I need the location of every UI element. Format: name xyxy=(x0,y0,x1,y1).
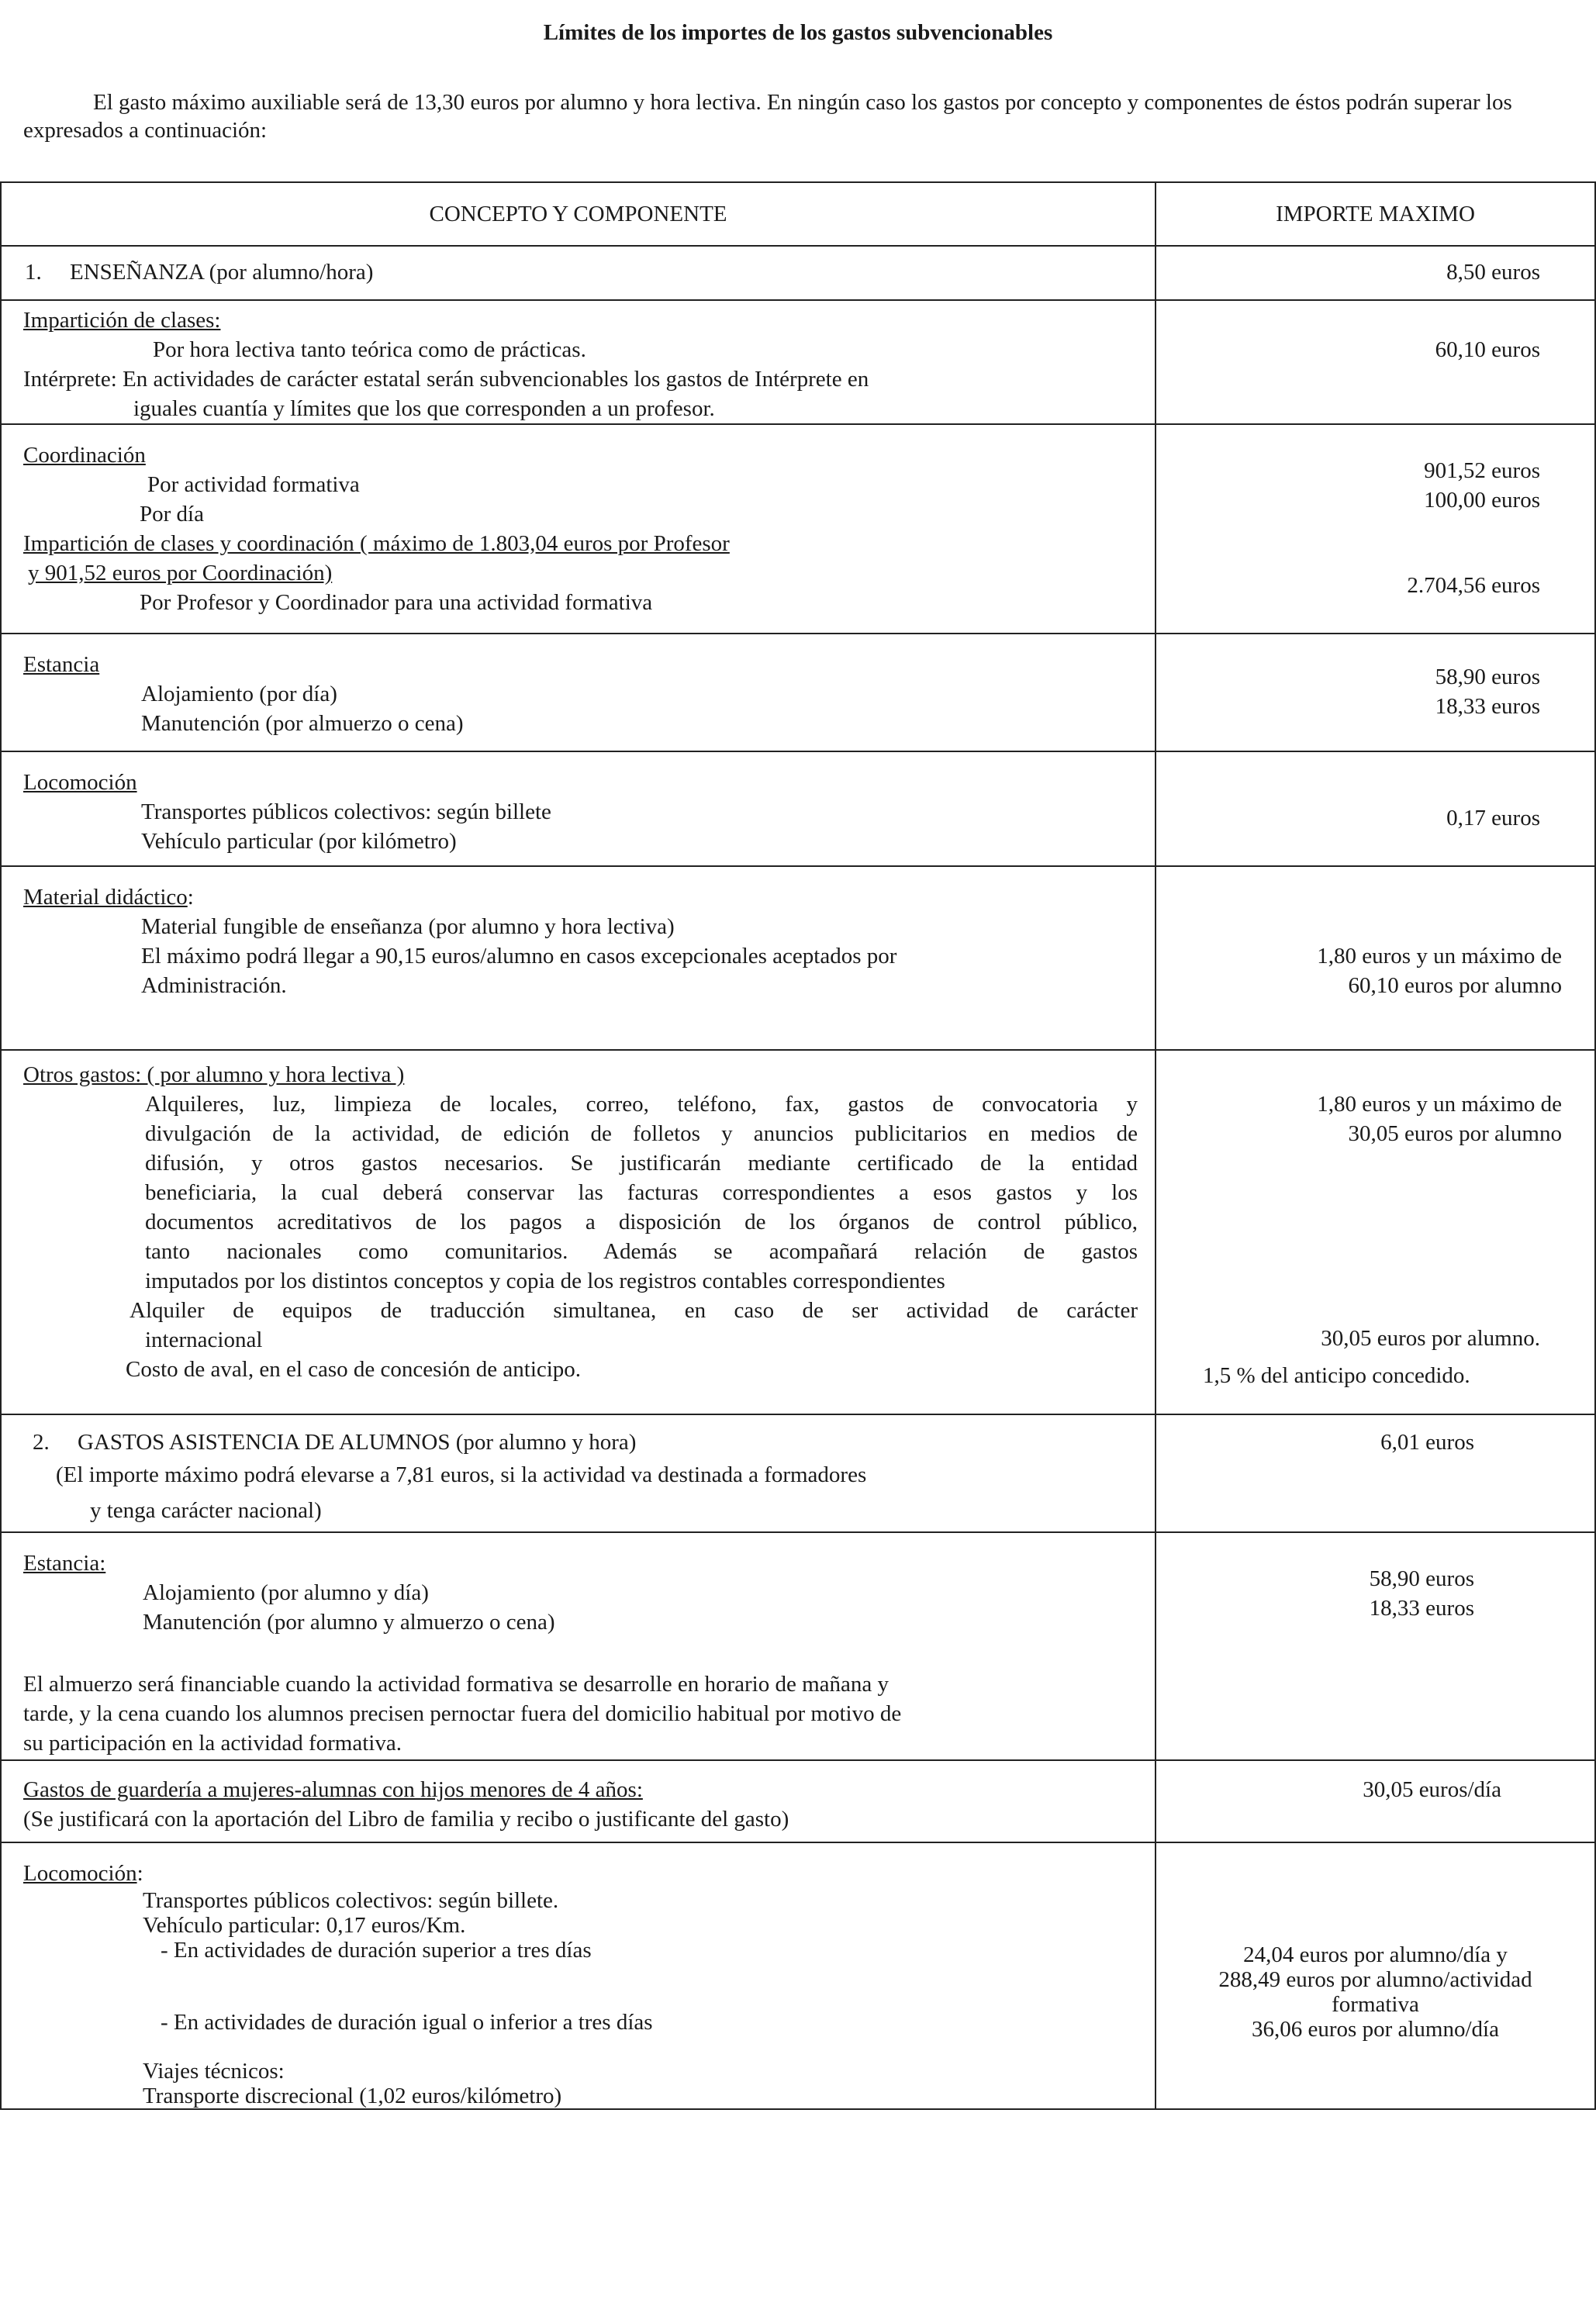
material-line: El máximo podrá llegar a 90,15 euros/alumno en casos excepcionales aceptados por xyxy=(141,944,897,969)
alquiler-line-2: internacional xyxy=(145,1328,263,1352)
guarderia-line: (Se justificará con la aportación del Libro de familia y recibo o justificante del gasto) xyxy=(23,1807,789,1832)
section-ensenanza-label: 1. ENSEÑANZA (por alumno/hora) xyxy=(25,260,374,285)
guarderia-amount: 30,05 euros/día xyxy=(1363,1777,1501,1802)
asistencia-line-2: y tenga carácter nacional) xyxy=(90,1498,322,1523)
estancia2-line: Manutención (por alumno y almuerzo o cena) xyxy=(143,1610,555,1635)
estancia2-note: tarde, y la cena cuando los alumnos precisen pernoctar fuera del domicilio habitual por motivo de xyxy=(23,1701,902,1726)
table-header-row xyxy=(1,182,1595,246)
expense-limits-table xyxy=(0,181,1596,2110)
estancia-line: Manutención (por almuerzo o cena) xyxy=(141,711,464,736)
intro-paragraph: El gasto máximo auxiliable será de 13,30 euros por alumno y hora lectiva. En ningún caso los gastos por concepto y componentes de éstos podrán superar los expresados a continuación: xyxy=(23,90,1512,143)
imparticion-amount: 60,10 euros xyxy=(1435,337,1540,362)
table-row xyxy=(1,1414,1595,1532)
table-row xyxy=(1,866,1595,1050)
estancia-amount-1: 58,90 euros xyxy=(1435,665,1540,689)
material-amount-2: 60,10 euros por alumno xyxy=(1348,973,1562,998)
locomocion2-heading: Locomoción: xyxy=(23,1861,143,1886)
header-amount: IMPORTE MAXIMO xyxy=(1156,182,1595,246)
otros-line: divulgación de la actividad, de edición de folletos y anuncios publicitarios en medios de xyxy=(145,1121,1138,1146)
coordinacion-amount-1: 901,52 euros xyxy=(1424,458,1540,483)
locomocion-heading: Locomoción xyxy=(23,770,137,795)
locomocion2-amount-4: 36,06 euros por alumno/día xyxy=(1252,2017,1499,2042)
table-row xyxy=(1,1050,1595,1414)
locomocion-line: Vehículo particular (por kilómetro) xyxy=(141,829,457,854)
coordinacion-line: Por Profesor y Coordinador para una actividad formativa xyxy=(140,590,653,615)
otros-line: tanto nacionales como comunitarios. Además se acompañará relación de gastos xyxy=(145,1239,1138,1264)
table-row xyxy=(1,1760,1595,1842)
table-row xyxy=(1,300,1595,424)
coordinacion-line: Por actividad formativa xyxy=(147,472,360,497)
locomocion-amount: 0,17 euros xyxy=(1446,806,1540,830)
estancia2-note: El almuerzo será financiable cuando la actividad formativa se desarrolle en horario de mañana y xyxy=(23,1672,889,1697)
locomocion2-amount-3: formativa xyxy=(1332,1992,1419,2017)
section-asistencia-label: 2. GASTOS ASISTENCIA DE ALUMNOS (por alumno y hora) xyxy=(33,1430,637,1455)
asistencia-amount: 6,01 euros xyxy=(1380,1430,1474,1455)
otros-heading: Otros gastos: ( por alumno y hora lectiva ) xyxy=(23,1062,405,1087)
otros-line: imputados por los distintos conceptos y copia de los registros contables correspondientes xyxy=(145,1269,945,1293)
material-line: Material fungible de enseñanza (por alumno y hora lectiva) xyxy=(141,914,675,939)
material-amount-1: 1,80 euros y un máximo de xyxy=(1317,944,1562,969)
table-row xyxy=(1,1842,1595,2109)
guarderia-heading: Gastos de guardería a mujeres-alumnas con hijos menores de 4 años: xyxy=(23,1777,643,1802)
interprete-line-2: iguales cuantía y límites que los que corresponden a un profesor. xyxy=(133,396,715,421)
estancia2-heading: Estancia: xyxy=(23,1551,106,1576)
coordinacion-subheading: Impartición de clases y coordinación ( máximo de 1.803,04 euros por Profesor xyxy=(23,531,730,556)
coordinacion-amount-2: 100,00 euros xyxy=(1424,488,1540,513)
locomocion2-line: Transportes públicos colectivos: según billete. xyxy=(143,1888,559,1913)
coordinacion-line: Por día xyxy=(140,502,204,527)
header-concept: CONCEPTO Y COMPONENTE xyxy=(1,182,1156,246)
estancia-heading: Estancia xyxy=(23,652,100,677)
ensenanza-amount: 8,50 euros xyxy=(1446,260,1540,285)
estancia-line: Alojamiento (por día) xyxy=(141,682,337,706)
document-title: Límites de los importes de los gastos subvencionables xyxy=(543,20,1053,45)
otros-amount-2: 30,05 euros por alumno xyxy=(1348,1121,1562,1146)
imparticion-heading: Impartición de clases: xyxy=(23,308,221,333)
otros-line: difusión, y otros gastos necesarios. Se justificarán mediante certificado de la entidad xyxy=(145,1151,1138,1176)
table-row xyxy=(1,634,1595,751)
otros-line: Alquileres, luz, limpieza de locales, correo, teléfono, fax, gastos de convocatoria y xyxy=(145,1092,1138,1117)
estancia2-amount-1: 58,90 euros xyxy=(1369,1566,1474,1591)
estancia2-amount-2: 18,33 euros xyxy=(1369,1596,1474,1621)
otros-line: documentos acreditativos de los pagos a disposición de los órganos de control público, xyxy=(145,1210,1138,1234)
coordinacion-heading: Coordinación xyxy=(23,443,146,468)
table-row xyxy=(1,246,1595,300)
coordinacion-amount-3: 2.704,56 euros xyxy=(1407,573,1540,598)
locomocion2-amount-2: 288,49 euros por alumno/actividad xyxy=(1218,1967,1532,1992)
estancia-amount-2: 18,33 euros xyxy=(1435,694,1540,719)
imparticion-line: Por hora lectiva tanto teórica como de prácticas. xyxy=(153,337,586,362)
locomocion-line: Transportes públicos colectivos: según billete xyxy=(141,799,551,824)
asistencia-line: (El importe máximo podrá elevarse a 7,81 euros, si la actividad va destinada a formadores xyxy=(56,1462,867,1487)
table-row xyxy=(1,424,1595,634)
estancia2-note: su participación en la actividad formativa. xyxy=(23,1731,402,1756)
material-line: Administración. xyxy=(141,973,287,998)
coordinacion-subheading-2: y 901,52 euros por Coordinación) xyxy=(28,561,333,585)
locomocion2-amount-1: 24,04 euros por alumno/día y xyxy=(1243,1942,1508,1967)
alquiler-line: Alquiler de equipos de traducción simultanea, en caso de ser actividad de carácter xyxy=(130,1298,1138,1323)
table-row xyxy=(1,1532,1595,1760)
locomocion2-line: Transporte discrecional (1,02 euros/kilómetro) xyxy=(143,2084,562,2108)
locomocion2-line: Viajes técnicos: xyxy=(143,2059,285,2084)
estancia2-line: Alojamiento (por alumno y día) xyxy=(143,1580,429,1605)
locomocion2-line: - En actividades de duración igual o inferior a tres días xyxy=(161,2010,653,2035)
otros-amount-4: 1,5 % del anticipo concedido. xyxy=(1203,1363,1470,1388)
aval-line: Costo de aval, en el caso de concesión de anticipo. xyxy=(126,1357,582,1382)
material-heading: Material didáctico: xyxy=(23,885,194,910)
interprete-line: Intérprete: En actividades de carácter estatal serán subvencionables los gastos de Intérprete en xyxy=(23,367,869,392)
otros-amount-3: 30,05 euros por alumno. xyxy=(1321,1326,1540,1351)
locomocion2-line: - En actividades de duración superior a tres días xyxy=(161,1938,592,1963)
otros-line: beneficiaria, la cual deberá conservar las facturas correspondientes a esos gastos y los xyxy=(145,1180,1138,1205)
locomocion2-line: Vehículo particular: 0,17 euros/Km. xyxy=(143,1913,466,1938)
otros-amount-1: 1,80 euros y un máximo de xyxy=(1317,1092,1562,1117)
otros-paragraph xyxy=(2,1089,1155,1296)
table-row xyxy=(1,751,1595,866)
